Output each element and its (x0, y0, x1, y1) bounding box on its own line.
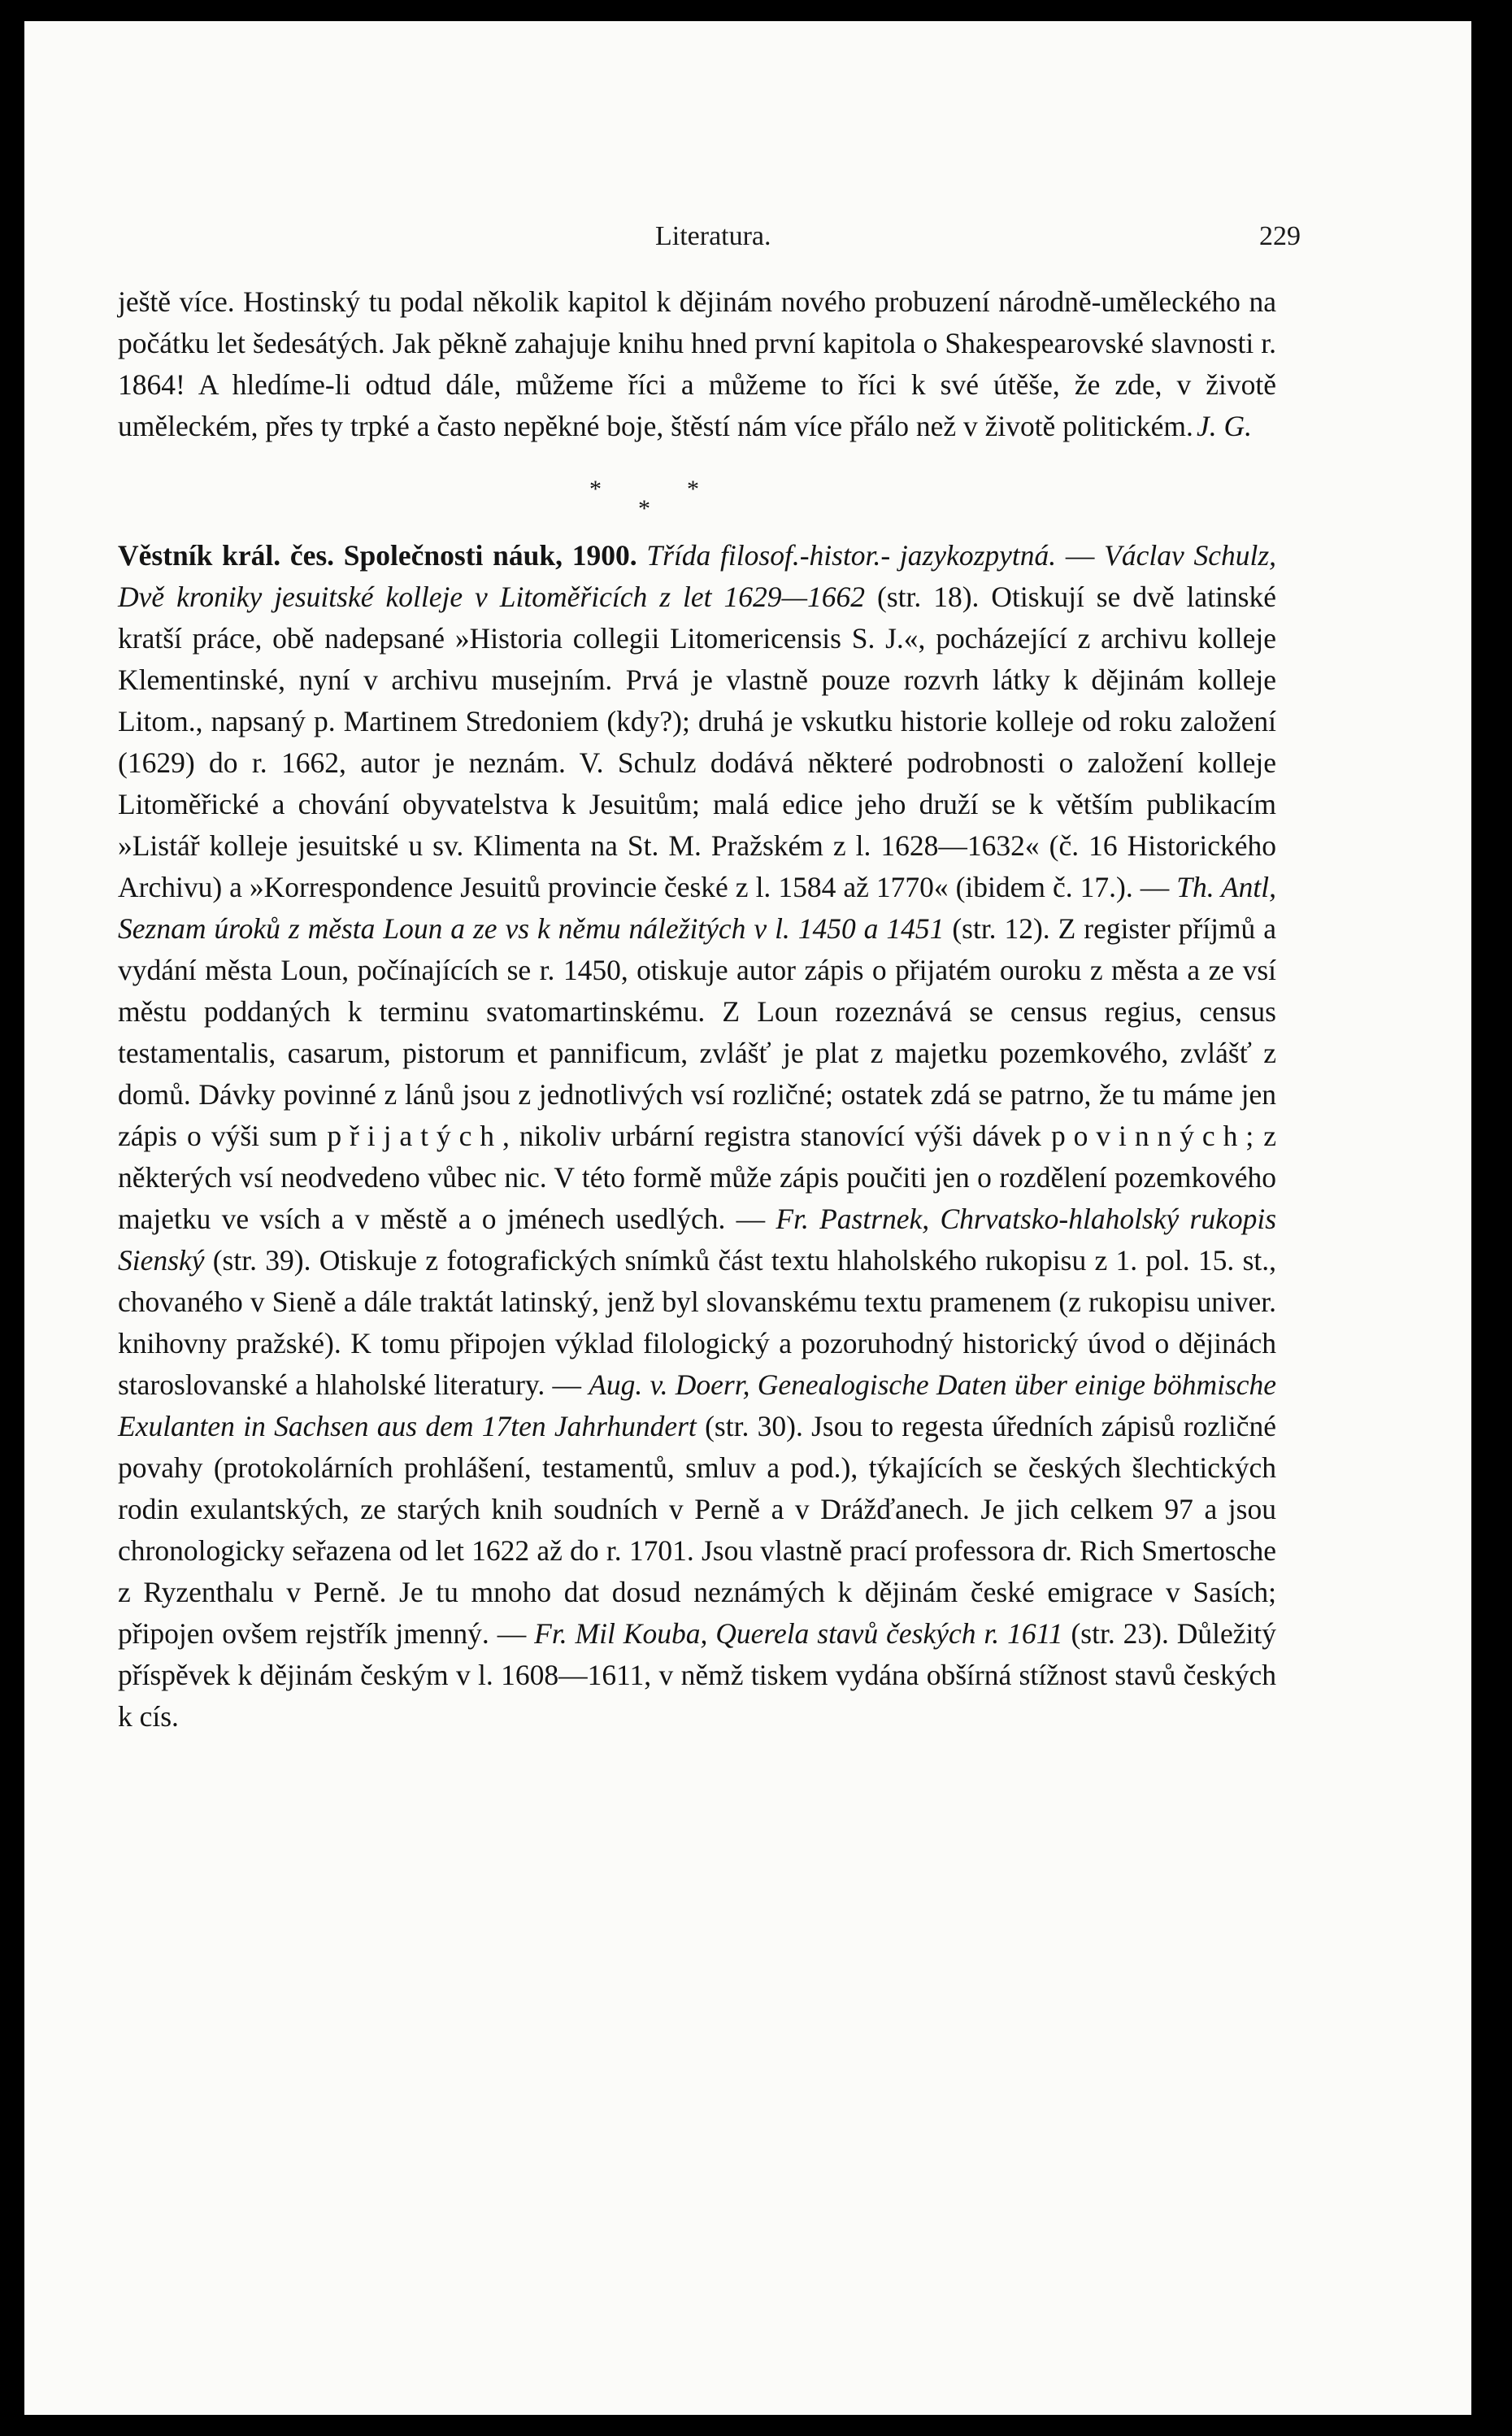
running-title: Literatura. (655, 221, 771, 251)
asterisk: * (638, 495, 650, 522)
summary-text: (str. 23). Důležitý příspěvek k dějinám českým v l. 1608—1611, v němž tiskem vydána obšírná stížnost stavů českých k cís. (118, 1617, 1277, 1733)
signature: J. G. (1196, 410, 1252, 442)
journal-class: Třída filosof.-histor.- jazykozpytná. (646, 539, 1057, 572)
dash: — (736, 1203, 766, 1235)
page-number: 229 (1259, 221, 1301, 251)
summary-text: (str. 18). Otiskují se dvě latinské kratší práce, obě nadepsané »Historia collegii Litomericensis S. J.«, pocházející z archivu kolleje Klementinské, nyní v archivu musejním. Prvá je vlastně pouze rozvrh látky k dějinám kolleje Litom., napsaný p. Martinem Stredoniem (kdy?); druhá je vskutku historie kolleje od roku založení (1629) do r. 1662, autor je neznám. V. Schulz dodává některé podrobnosti o založení kolleje Litoměřické a chování obyvatelstva k Jesuitům; malá edice jeho druží se k větším publikacím »Listář kolleje jesuitské u sv. Klimenta na St. M. Pražském z l. 1628—1632« (č. 16 Historického Archivu) a »Korrespondence Jesuitů provincie české z l. 1584 až 1770« (ibidem č. 17.). (118, 581, 1276, 903)
work-title: Dvě kroniky jesuitské kolleje v Litoměřicích z let 1629—1662 (118, 581, 866, 613)
paragraph-review-end (118, 281, 1276, 447)
asterisk: * (687, 476, 699, 502)
paragraph-text: ještě více. Hostinský tu podal několik kapitol k dějinám nového probuzení národně-uměleckého na počátku let šedesátých. Jak pěkně zahajuje knihu hned první kapitola o Shakespearovské slavnosti r. 1864! A hledíme-li odtud dále, můžeme říci a můžeme to říci k své útěše, že zde, v životě uměleckém, přes ty trpké a často nepěkné boje, štěstí nám více přálo než v životě politickém. (118, 285, 1276, 442)
dash: — (1065, 539, 1095, 572)
dash: — (552, 1368, 581, 1401)
dash: — (497, 1617, 527, 1650)
journal-title: Věstník král. čes. Společnosti náuk, 1900. (118, 539, 637, 572)
work-title: Genealogische Daten über einige böhmische Exulanten in Sachsen aus dem 17ten Jahrhundert (118, 1368, 1277, 1442)
asterisk: * (589, 476, 602, 502)
author: Th. Antl, (1176, 871, 1277, 903)
spaced-emphasis: přijatých (327, 1120, 502, 1152)
section-separator (118, 447, 1276, 535)
work-title: Seznam úroků z města Loun a ze vs k němu náležitých v l. 1450 a 1451 (118, 912, 945, 945)
summary-text: ; z některých vsí neodvedeno vůbec nic. V této formě může zápis poučiti jen o rozdělení pozemkového majetku ve vsích a v městě a o jménech usedlých. (118, 1120, 1277, 1235)
author: Václav Schulz, (1104, 539, 1277, 572)
author: Aug. v. Doerr, (589, 1368, 750, 1401)
work-title: Querela stavů českých r. 1611 (715, 1617, 1063, 1650)
author: Fr. Pastrnek, (776, 1203, 930, 1235)
work-title: Chrvatsko-hlaholský rukopis Sienský (118, 1203, 1277, 1277)
summary-text: (str. 12). Z register příjmů a vydání města Loun, počínajících se r. 1450, otiskuje autor zápis o přijatém ouroku z města a ze vsí městu poddaných k terminu svatomartinskému. Z Loun rozeznává se census regius, census testamentalis, casarum, pistorum et pannificum, zvlášť je plat z majetku pozemkového, zvlášť z domů. Dávky povinné z lánů jsou z jednotlivých vsí rozličné; ostatek zdá se patrno, že tu máme jen zápis o výši sum (118, 912, 1276, 1152)
paragraph-journal-review (118, 535, 1276, 1738)
spaced-emphasis: povinných (1050, 1120, 1246, 1152)
author: Fr. Mil Kouba, (534, 1617, 708, 1650)
page-body (118, 281, 1276, 1738)
dash: — (1140, 871, 1170, 903)
summary-text: (str. 30). Jsou to regesta úředních zápisů rozličné povahy (protokolárních prohlášení, testamentů, smluv a pod.), týkajících se českých šlechtických rodin exulantských, ze starých knih soudních v Perně a v Drážďanech. Je jich celkem 97 a jsou chronologicky seřazena od let 1622 až do r. 1701. Jsou vlastně prací professora dr. Rich Smertosche z Ryzenthalu v Perně. Je tu mnoho dat dosud neznámých k dějinám české emigrace v Sasích; připojen ovšem rejstřík jmenný. (118, 1410, 1277, 1650)
summary-text: , nikoliv urbární registra stanovící výši dávek (502, 1120, 1041, 1152)
summary-text: (str. 39). Otiskuje z fotografických snímků část textu hlaholského rukopisu z 1. pol. 15. st., chovaného v Sieně a dále traktát latinský, jenž byl slovanskému textu pramenem (z rukopisu univer. knihovny pražské). K tomu připojen výklad filologický a pozoruhodný historický úvod o dějinách staroslovanské a hlaholské literatury. (118, 1244, 1276, 1401)
